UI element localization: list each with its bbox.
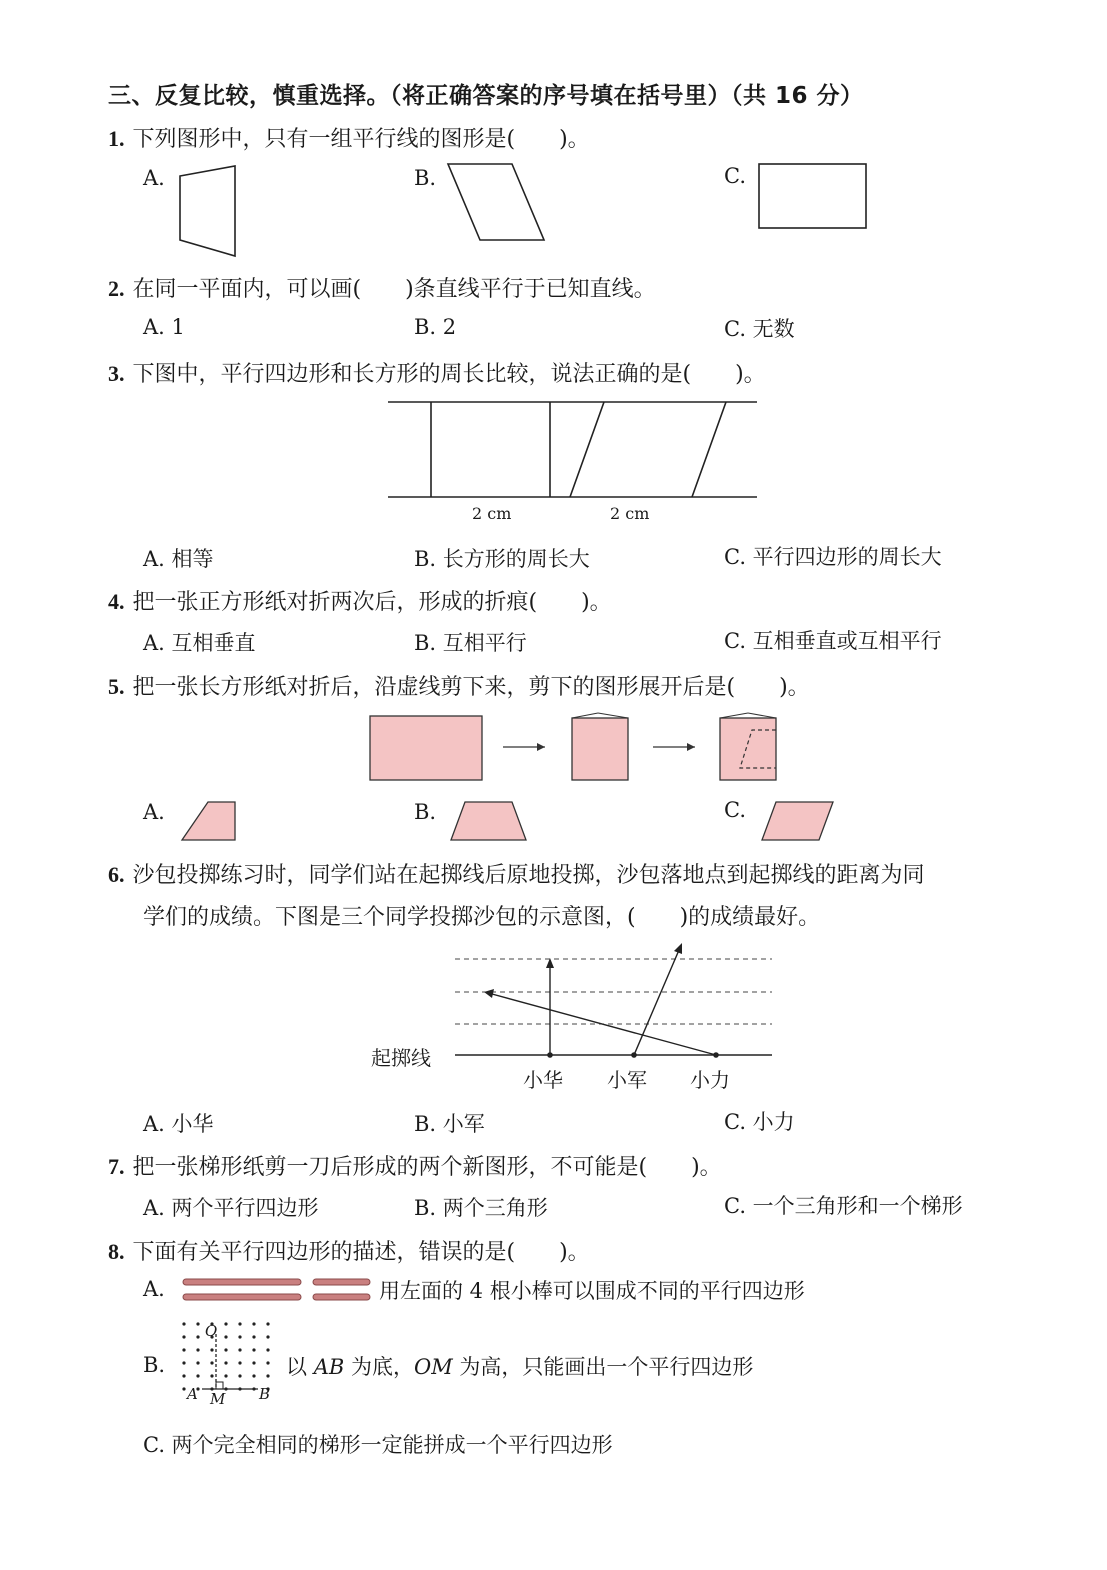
grid-dot	[238, 1361, 241, 1364]
question-number: 4.	[108, 589, 125, 614]
question-text: 把一张正方形纸对折两次后，形成的折痕( )。	[132, 590, 612, 615]
option-b-label: B.	[414, 166, 437, 190]
grid-dot	[210, 1361, 213, 1364]
question-text: 把一张长方形纸对折后，沿虚线剪下来，剪下的图形展开后是( )。	[132, 675, 810, 700]
trapezoid-shape	[180, 166, 235, 256]
option-c: C. 小力	[724, 1110, 795, 1134]
grid-dot	[224, 1335, 227, 1338]
person-label: 小华	[523, 1068, 563, 1092]
q6-figure	[455, 943, 772, 1058]
grid-dot	[252, 1348, 255, 1351]
option-a: A. 两个平行四边形	[143, 1196, 319, 1220]
option-b: B. 两个三角形	[414, 1196, 548, 1220]
question-6	[108, 858, 925, 889]
option-a: A. 互相垂直	[143, 631, 256, 655]
grid-dot	[196, 1348, 199, 1351]
grid-dot	[182, 1335, 185, 1338]
grid-label-m: M	[210, 1390, 226, 1408]
option-a-text: 用左面的 4 根小棒可以围成不同的平行四边形	[379, 1279, 805, 1303]
grid-dot	[238, 1374, 241, 1377]
grid-dot	[266, 1374, 269, 1377]
option-a-label: A.	[143, 166, 165, 190]
person-label: 小力	[690, 1068, 730, 1092]
option-c: C. 两个完全相同的梯形一定能拼成一个平行四边形	[143, 1433, 613, 1457]
parallelogram-shape	[448, 164, 544, 240]
option-c-label: C.	[724, 798, 746, 822]
grid-dot	[266, 1322, 269, 1325]
question-text: 在同一平面内，可以画( )条直线平行于已知直线。	[132, 277, 656, 302]
option-a: A. 小华	[143, 1112, 214, 1136]
question-7	[108, 1150, 722, 1181]
question-number: 2.	[108, 276, 125, 301]
grid-dot	[266, 1361, 269, 1364]
option-a-label: A.	[143, 1277, 165, 1301]
text: 以	[286, 1355, 314, 1379]
grid-dot	[210, 1374, 213, 1377]
grid-dot	[266, 1348, 269, 1351]
grid-dot	[196, 1374, 199, 1377]
q8-dot-grid	[182, 1322, 269, 1390]
grid-label-a: A	[187, 1385, 198, 1403]
question-5	[108, 670, 810, 701]
option-c: C. 无数	[724, 317, 795, 341]
person-label: 小军	[607, 1068, 647, 1092]
option-a: A. 1	[143, 315, 185, 339]
grid-dot	[224, 1322, 227, 1325]
option-a: A. 相等	[143, 547, 214, 571]
question-text: 下图中，平行四边形和长方形的周长比较，说法正确的是( )。	[132, 362, 766, 387]
segment-ab: AB	[313, 1355, 345, 1379]
option-c: C. 互相垂直或互相平行	[724, 629, 942, 653]
option-b: B. 小军	[414, 1112, 485, 1136]
option-a-shape	[182, 802, 235, 840]
q8-sticks	[183, 1279, 370, 1300]
grid-dot	[266, 1335, 269, 1338]
grid-dot	[182, 1348, 185, 1351]
dimension-label-para: 2 cm	[610, 504, 650, 523]
question-text: 沙包投掷练习时，同学们站在起掷线后原地投掷，沙包落地点到起掷线的距离为同	[132, 863, 925, 888]
question-6-line2: 学们的成绩。下图是三个同学投掷沙包的示意图，( )的成绩最好。	[143, 905, 821, 930]
option-b: B. 互相平行	[414, 631, 527, 655]
option-c: C. 平行四边形的周长大	[724, 545, 942, 569]
grid-label-o: O	[205, 1322, 218, 1340]
option-c-shape	[762, 802, 833, 840]
text: 为底，	[344, 1355, 414, 1379]
grid-dot	[224, 1374, 227, 1377]
grid-dot	[238, 1335, 241, 1338]
question-number: 7.	[108, 1154, 125, 1179]
section-title: 三、反复比较，慎重选择。（将正确答案的序号填在括号里）（共 16 分）	[108, 83, 864, 109]
option-b-label: B.	[414, 800, 437, 824]
option-b-label: B.	[143, 1353, 166, 1377]
question-2	[108, 272, 656, 303]
grid-dot	[182, 1361, 185, 1364]
grid-dot	[252, 1322, 255, 1325]
grid-dot	[252, 1374, 255, 1377]
question-number: 3.	[108, 361, 125, 386]
question-number: 5.	[108, 674, 125, 699]
question-3	[108, 357, 766, 388]
grid-dot	[238, 1322, 241, 1325]
segment-om: OM	[413, 1355, 453, 1379]
question-4	[108, 585, 612, 616]
option-b: B. 长方形的周长大	[414, 547, 590, 571]
grid-dot	[224, 1361, 227, 1364]
option-b-shape	[451, 802, 526, 840]
question-number: 8.	[108, 1239, 125, 1264]
grid-dot	[182, 1374, 185, 1377]
q3-figure	[388, 402, 757, 497]
grid-dot	[196, 1361, 199, 1364]
question-8	[108, 1235, 590, 1266]
grid-dot	[196, 1335, 199, 1338]
option-b: B. 2	[414, 315, 457, 339]
question-text: 下列图形中，只有一组平行线的图形是( )。	[132, 127, 590, 152]
grid-dot	[224, 1348, 227, 1351]
option-c: C. 一个三角形和一个梯形	[724, 1194, 963, 1218]
question-text: 下面有关平行四边形的描述，错误的是( )。	[132, 1240, 590, 1265]
option-a-label: A.	[143, 800, 165, 824]
start-line-label: 起掷线	[371, 1046, 431, 1070]
rectangle-shape	[759, 164, 866, 228]
question-number: 6.	[108, 862, 125, 887]
dimension-label-rect: 2 cm	[472, 504, 512, 523]
question-text: 把一张梯形纸剪一刀后形成的两个新图形，不可能是( )。	[132, 1155, 722, 1180]
q5-figure	[370, 713, 776, 780]
grid-dot	[210, 1348, 213, 1351]
grid-label-b: B	[259, 1385, 271, 1403]
question-number: 1.	[108, 126, 125, 151]
option-b-text	[286, 1351, 753, 1381]
grid-dot	[196, 1322, 199, 1325]
grid-dot	[252, 1361, 255, 1364]
grid-dot	[238, 1348, 241, 1351]
grid-dot	[252, 1335, 255, 1338]
grid-dot	[182, 1387, 185, 1390]
grid-dot	[182, 1322, 185, 1325]
text: 为高，只能画出一个平行四边形	[452, 1355, 754, 1379]
option-c-label: C.	[724, 164, 746, 188]
